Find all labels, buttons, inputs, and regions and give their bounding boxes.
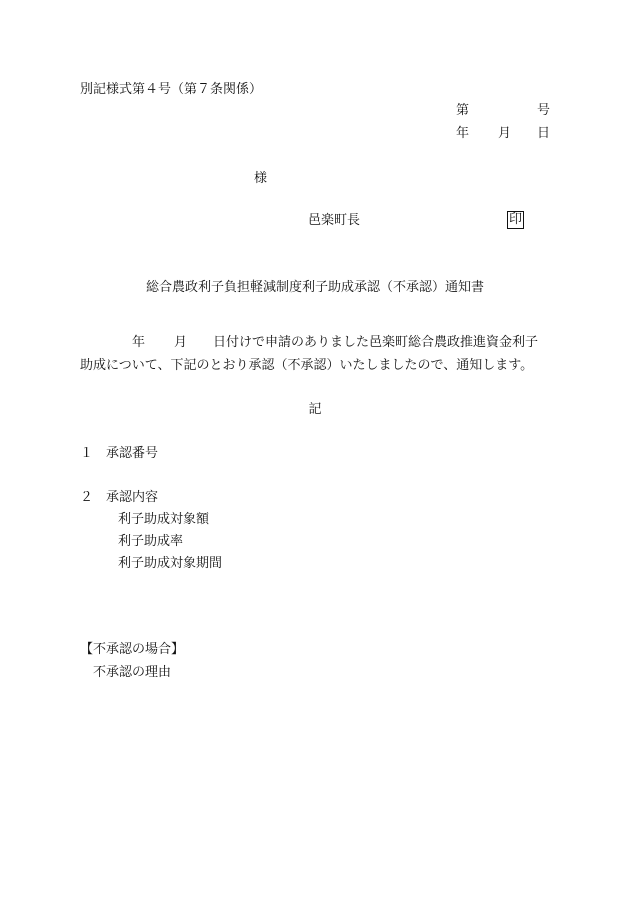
date-day: 日: [537, 126, 551, 141]
sub-item-subsidy-period: 利子助成対象期間: [118, 556, 223, 571]
rejection-heading: 【不承認の場合】: [80, 642, 185, 657]
form-id: 別記様式第４号（第７条関係）: [80, 82, 263, 97]
item-number: ２: [80, 490, 94, 505]
number-suffix: 号: [537, 103, 551, 118]
document-title: 総合農政利子負担軽減制度利子助成承認（不承認）通知書: [145, 280, 484, 295]
rejection-reason: 不承認の理由: [93, 665, 172, 680]
ki-heading: 記: [308, 402, 322, 417]
body-month: 月: [174, 335, 188, 350]
item-label: 承認内容: [106, 490, 159, 505]
body-line-2: 助成について、下記のとおり承認（不承認）いたしましたので、通知します。: [80, 358, 534, 373]
number-prefix: 第: [456, 103, 470, 118]
date-month: 月: [498, 126, 512, 141]
sub-item-subsidy-rate: 利子助成率: [118, 534, 184, 549]
sender-name: 邑楽町長: [308, 213, 361, 228]
body-line1-rest: 日付けで申請のありました邑楽町総合農政推進資金利子: [213, 335, 539, 350]
item-number: １: [80, 446, 94, 461]
sub-item-subsidy-amount: 利子助成対象額: [118, 512, 210, 527]
item-approval-number: [80, 445, 158, 463]
seal-box: 印: [509, 212, 523, 227]
recipient-suffix: 様: [254, 171, 268, 186]
item-approval-content: [80, 489, 158, 507]
body-year: 年: [132, 335, 146, 350]
item-label: 承認番号: [106, 446, 159, 461]
date-year: 年: [456, 126, 470, 141]
